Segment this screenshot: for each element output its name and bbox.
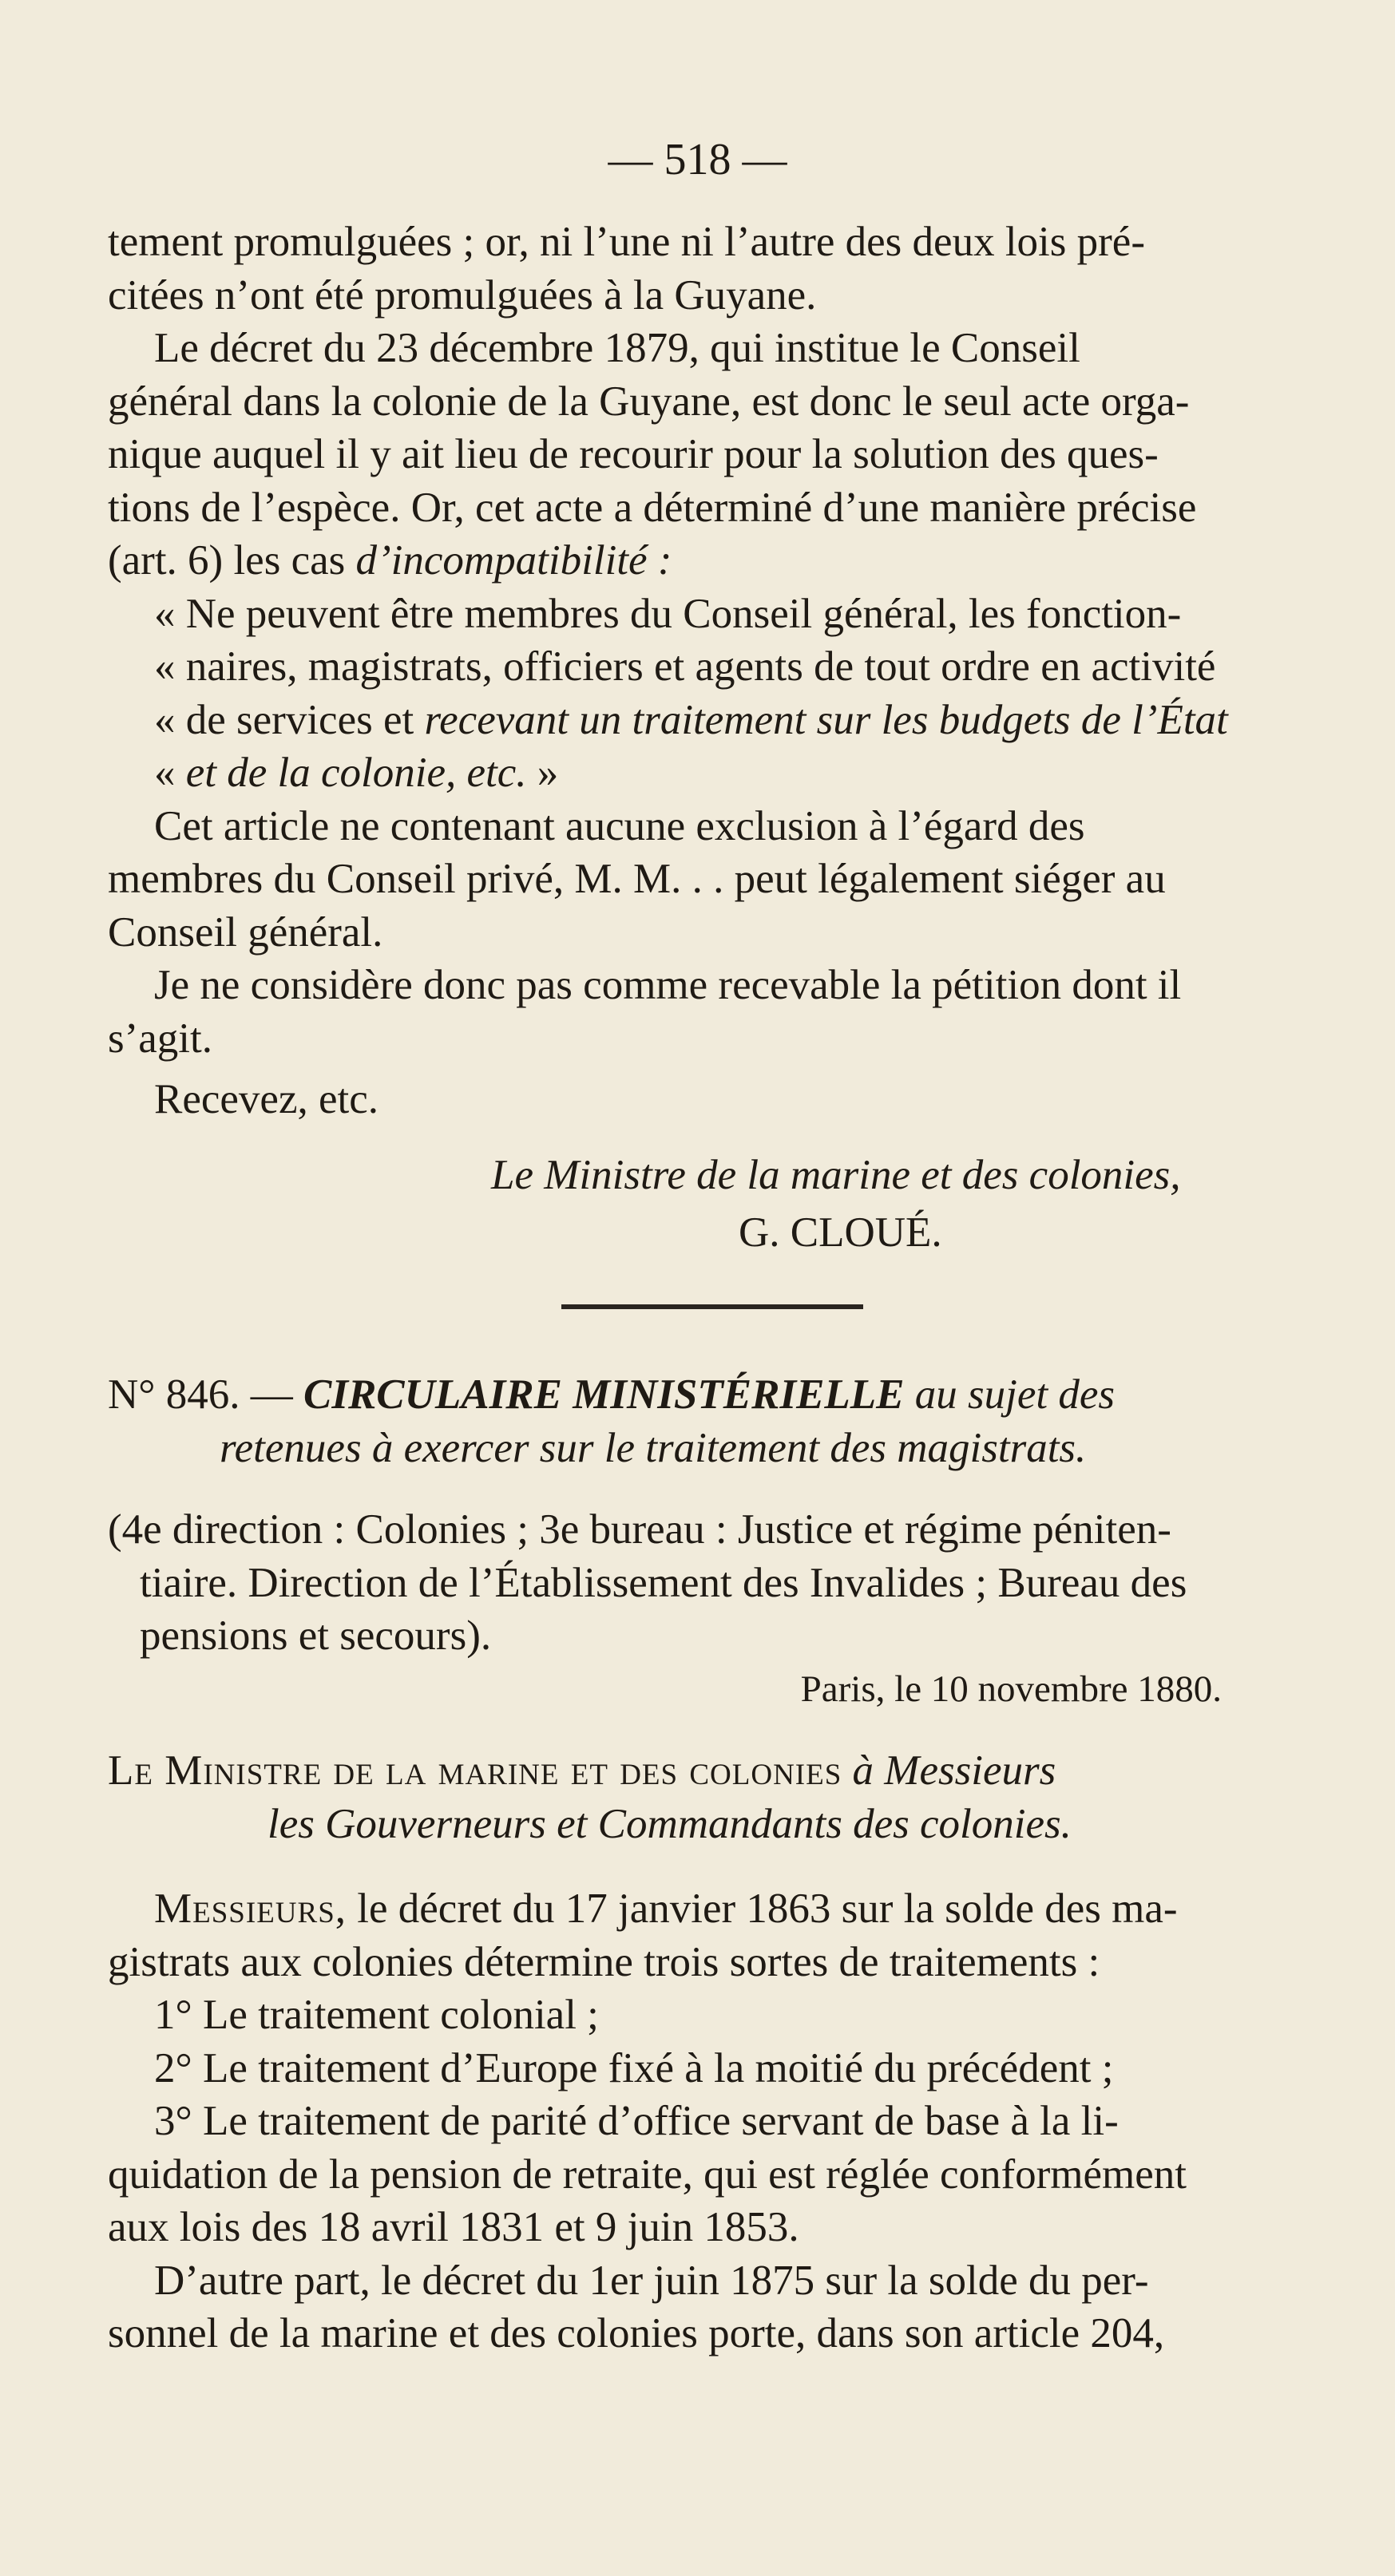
addressee: Le Ministre de la marine et des colonies bbox=[108, 1747, 842, 1794]
direction-line: (4e direction : Colonies ; 3e bureau : Justice et régime péniten- bbox=[108, 1506, 1171, 1553]
quote-italic: et de la colonie, etc. bbox=[185, 750, 527, 796]
salutation: Messieurs, bbox=[154, 1886, 347, 1932]
body-line: D’autre part, le décret du 1er juin 1875 sur la solde du per- bbox=[154, 2257, 1149, 2304]
quote-mark: « bbox=[154, 696, 176, 743]
direction-line: pensions et secours). bbox=[140, 1612, 492, 1659]
addressee-italic: à Messieurs bbox=[852, 1747, 1056, 1794]
text-line: citées n’ont été promulguées à la Guyane. bbox=[108, 271, 817, 319]
text-line: Je ne considère donc pas comme recevable la pétition dont il bbox=[154, 962, 1182, 1008]
body-line bbox=[108, 1882, 1318, 1936]
letter-body bbox=[108, 216, 1318, 1260]
circular-heading bbox=[108, 1368, 1318, 1422]
section-divider bbox=[561, 1304, 863, 1309]
text-line: s’agit. bbox=[108, 1015, 212, 1062]
circular-title-rest: au sujet des bbox=[914, 1371, 1116, 1418]
circular-subtitle: retenues à exercer sur le traitement des magistrats. bbox=[220, 1424, 1087, 1471]
addressee-line-2: les Gouverneurs et Commandants des colonies. bbox=[268, 1800, 1072, 1847]
quote-line: « naires, magistrats, officiers et agents de tout ordre en activité bbox=[154, 643, 1216, 690]
circular-title: CIRCULAIRE MINISTÉRIELLE bbox=[303, 1371, 905, 1418]
circular bbox=[108, 1368, 1318, 2360]
body-line: 3° Le traitement de parité d’office servant de base à la li- bbox=[154, 2098, 1119, 2144]
text-line: nique auquel il y ait lieu de recourir pour la solution des ques- bbox=[108, 431, 1159, 477]
quote-line bbox=[108, 694, 1318, 747]
text-line: tement promulguées ; or, ni l’une ni l’autre des deux lois pré- bbox=[108, 219, 1145, 265]
closing: Recevez, etc. bbox=[154, 1076, 378, 1122]
circular-number: N° 846. — bbox=[108, 1371, 293, 1418]
body-line: sonnel de la marine et des colonies porte, dans son article 204, bbox=[108, 2310, 1165, 2356]
body-line: quidation de la pension de retraite, qui est réglée conformément bbox=[108, 2151, 1187, 2198]
quote-end: » bbox=[537, 750, 559, 796]
page-number: — 518 — bbox=[608, 135, 787, 184]
quote-line: « Ne peuvent être membres du Conseil général, les fonction- bbox=[154, 590, 1182, 637]
addressee-line bbox=[108, 1744, 1318, 1798]
body-line: gistrats aux colonies détermine trois sortes de traitements : bbox=[108, 1938, 1100, 1985]
text-line: général dans la colonie de la Guyane, est donc le seul acte orga- bbox=[108, 378, 1190, 425]
body-line: 1° Le traitement colonial ; bbox=[154, 1992, 599, 2038]
signature-name: G. CLOUÉ. bbox=[739, 1209, 942, 1256]
quote-plain: de services et bbox=[185, 696, 414, 743]
quote-line bbox=[108, 746, 1318, 800]
text-line: Conseil général. bbox=[108, 908, 383, 956]
body-line: 2° Le traitement d’Europe fixé à la moitié du précédent ; bbox=[154, 2044, 1114, 2091]
text-line: membres du Conseil privé, M. M. . . peut légalement siéger au bbox=[108, 856, 1166, 902]
circular-date: Paris, le 10 novembre 1880. bbox=[800, 1668, 1222, 1710]
quote-mark: « bbox=[154, 750, 176, 796]
direction-line: tiaire. Direction de l’Établissement des Invalides ; Bureau des bbox=[140, 1559, 1187, 1606]
body-line: aux lois des 18 avril 1831 et 9 juin 1853. bbox=[108, 2204, 799, 2250]
text-line: tions de l’espèce. Or, cet acte a déterminé d’une manière précise bbox=[108, 484, 1197, 531]
text-line: Cet article ne contenant aucune exclusion à l’égard des bbox=[154, 802, 1085, 849]
quote-italic: recevant un traitement sur les budgets de l’État bbox=[424, 696, 1228, 743]
art6-text: (art. 6) les cas bbox=[108, 537, 346, 584]
text-line: Le décret du 23 décembre 1879, qui institue le Conseil bbox=[154, 325, 1080, 371]
body-text: le décret du 17 janvier 1863 sur la solde des ma- bbox=[357, 1886, 1178, 1932]
signature-title: Le Ministre de la marine et des colonies, bbox=[491, 1151, 1181, 1198]
text-line bbox=[108, 534, 1318, 588]
incompatibility-italic: d’incompatibilité : bbox=[355, 537, 672, 584]
